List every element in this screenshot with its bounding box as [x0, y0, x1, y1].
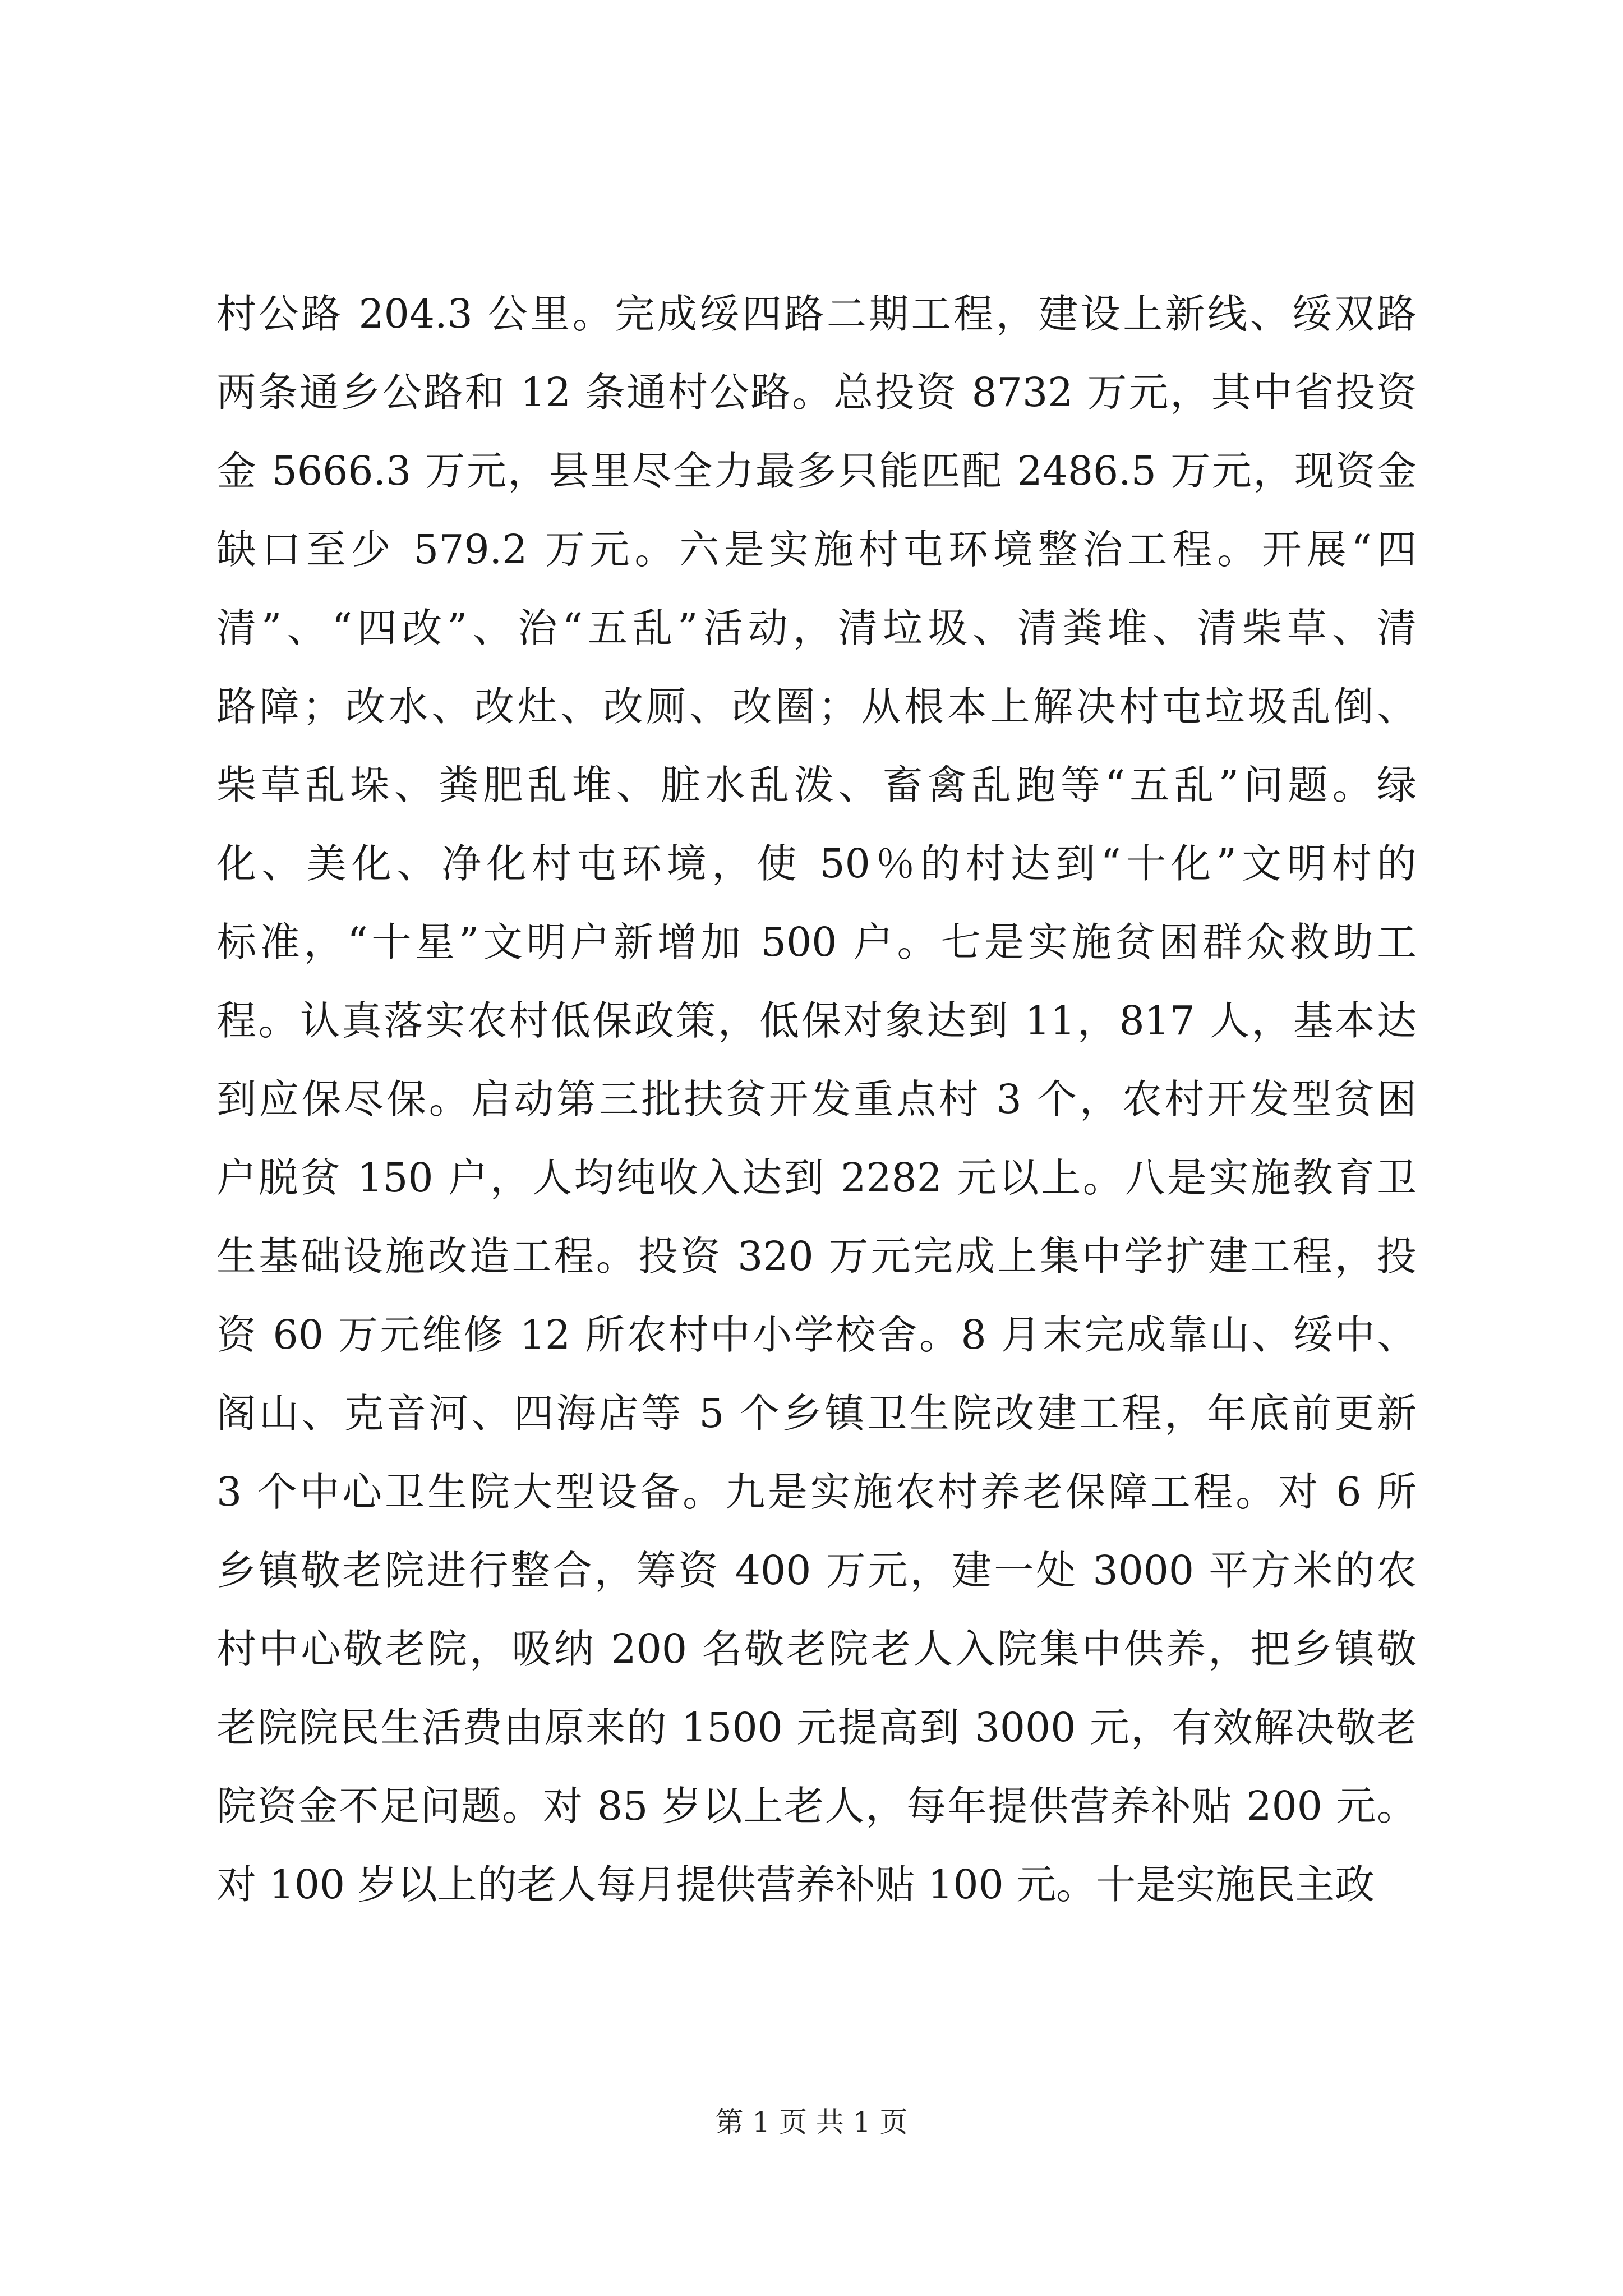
text-line: 标准，“十星”文明户新增加 500 户。七是实施贫困群众救助工	[216, 919, 1417, 965]
text-line: 院资金不足问题。对 85 岁以上老人，每年提供营养补贴 200 元。	[216, 1783, 1417, 1829]
page-number-footer: 第 1 页 共 1 页	[715, 2106, 908, 2138]
text-line: 3 个中心卫生院大型设备。九是实施农村养老保障工程。对 6 所	[216, 1469, 1417, 1515]
text-line: 柴草乱垛、粪肥乱堆、脏水乱泼、畜禽乱跑等“五乱”问题。绿	[216, 762, 1417, 808]
text-line: 阁山、克音河、四海店等 5 个乡镇卫生院改建工程，年底前更新	[216, 1390, 1417, 1437]
text-line: 程。认真落实农村低保政策，低保对象达到 11，817 人，基本达	[216, 997, 1417, 1044]
text-line: 两条通乡公路和 12 条通村公路。总投资 8732 万元，其中省投资	[216, 369, 1417, 416]
text-line: 乡镇敬老院进行整合，筹资 400 万元，建一处 3000 平方米的农	[216, 1547, 1417, 1594]
text-line: 化、美化、净化村屯环境，使 50％的村达到“十化”文明村的	[216, 840, 1417, 887]
text-line: 路障；改水、改灶、改厕、改圈；从根本上解决村屯垃圾乱倒、	[216, 683, 1417, 730]
text-line: 户脱贫 150 户，人均纯收入达到 2282 元以上。八是实施教育卫	[216, 1154, 1417, 1201]
text-line: 村公路 204.3 公里。完成绥四路二期工程，建设上新线、绥双路	[216, 291, 1417, 337]
text-line: 清”、“四改”、治“五乱”活动，清垃圾、清粪堆、清柴草、清	[216, 605, 1417, 651]
text-line: 到应保尽保。启动第三批扶贫开发重点村 3 个，农村开发型贫困	[216, 1076, 1417, 1122]
body-text	[216, 275, 1417, 1924]
text-line: 老院院民生活费由原来的 1500 元提高到 3000 元，有效解决敬老	[216, 1704, 1417, 1751]
text-line: 生基础设施改造工程。投资 320 万元完成上集中学扩建工程，投	[216, 1233, 1417, 1280]
text-line: 对 100 岁以上的老人每月提供营养补贴 100 元。十是实施民主政	[216, 1861, 1375, 1908]
text-line: 金 5666.3 万元，县里尽全力最多只能匹配 2486.5 万元，现资金	[216, 448, 1417, 494]
text-line: 资 60 万元维修 12 所农村中小学校舍。8 月末完成靠山、绥中、	[216, 1312, 1417, 1358]
text-line: 村中心敬老院，吸纳 200 名敬老院老人入院集中供养，把乡镇敬	[216, 1626, 1417, 1672]
text-line: 缺口至少 579.2 万元。六是实施村屯环境整治工程。开展“四	[216, 526, 1417, 573]
